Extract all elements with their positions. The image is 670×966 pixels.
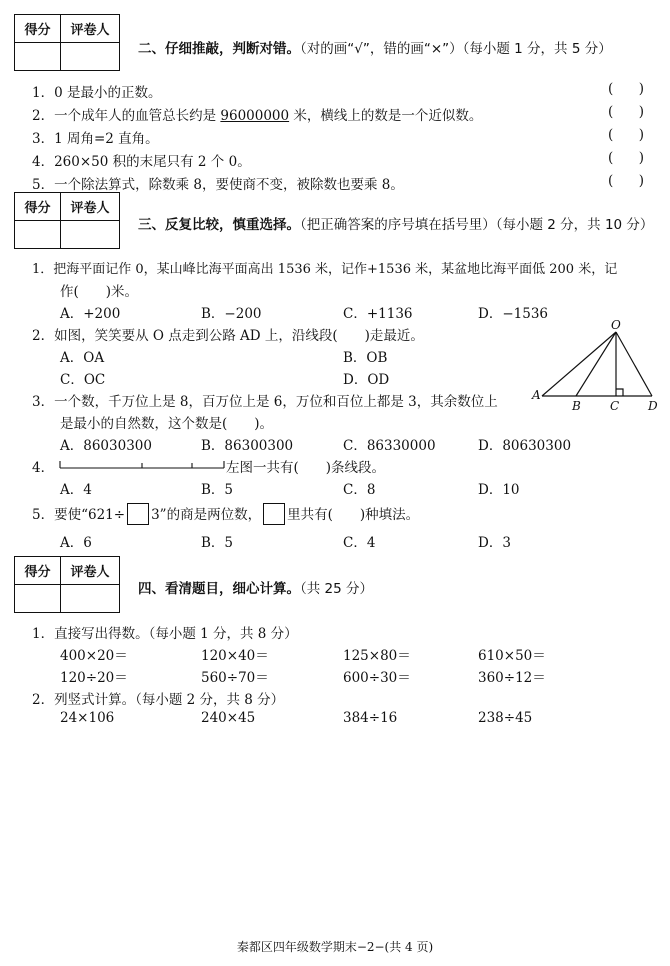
s3-q3-line2: 是最小的自然数，这个数是( )。 (60, 416, 274, 432)
right-angle-mark (616, 389, 623, 396)
score-label: 得分 (15, 15, 61, 43)
grader-label: 评卷人 (61, 15, 120, 43)
s3-q5-part-c: 里共有( )种填法。 (287, 507, 420, 523)
s3-q4-option-d: D．10 (478, 482, 520, 498)
section2-instruction: （对的画“√”，错的画“×”）（每小题 1 分，共 5 分） (300, 41, 612, 57)
section4-title: 四、看清题目，细心计算。 (138, 581, 300, 597)
line-segment-figure (58, 458, 228, 472)
grader-cell[interactable] (61, 585, 120, 613)
s3-q4-option-a: A．4 (60, 482, 92, 498)
grader-label: 评卷人 (61, 193, 120, 221)
grader-cell[interactable] (61, 221, 120, 249)
s3-q2-text: 2．如图，笑笑要从 O 点走到公路 AD 上，沿线段( )走最近。 (32, 328, 424, 344)
answer-paren-5[interactable] (608, 175, 644, 191)
s3-q3-line1: 3．一个数，千万位上是 8，百万位上是 6，万位和百位上都是 3，其余数位上 (32, 394, 498, 410)
answer-paren-1[interactable] (608, 83, 644, 99)
blank-box-1[interactable] (127, 503, 149, 525)
label-d: D (648, 399, 658, 413)
segment-oa (542, 332, 616, 396)
s2-item-2 (32, 104, 482, 124)
score-cell[interactable] (15, 585, 61, 613)
grader-label: 评卷人 (61, 557, 120, 585)
s2-item-3: 3．1 周角=2 直角。 (32, 131, 159, 147)
s3-q4-number: 4． (32, 460, 55, 476)
s3-q1-option-b: B．−200 (201, 306, 262, 322)
label-b: B (572, 399, 581, 413)
s3-q2-option-d: D．OD (343, 372, 390, 388)
label-o: O (611, 318, 621, 332)
s4-q2-c3: 384÷16 (343, 710, 398, 726)
score-box-section3 (14, 192, 120, 249)
s3-q5-part-a: 5．要使“621÷ (32, 507, 126, 523)
score-label: 得分 (15, 193, 61, 221)
s3-q5-option-b: B．5 (201, 535, 234, 551)
s4-q1-r2-c4: 360÷12＝ (478, 670, 546, 686)
s3-q3-option-c: C．86330000 (343, 438, 436, 454)
s4-q1-r1-c1: 400×20＝ (60, 648, 128, 664)
s3-q4-option-c: C．8 (343, 482, 376, 498)
section2-title: 二、仔细推敲，判断对错。 (138, 41, 300, 57)
s3-q1-option-a: A．+200 (60, 306, 121, 322)
s4-q2-title: 2．列竖式计算。（每小题 2 分，共 8 分） (32, 692, 285, 708)
s3-q3-option-b: B．86300300 (201, 438, 294, 454)
s2-item-2-number: 96000000 (220, 108, 290, 124)
score-box-section2 (14, 14, 120, 71)
s2-item-2-tail: 米，横线上的数是一个近似数。 (289, 108, 483, 124)
section3-title: 三、反复比较，慎重选择。 (138, 217, 300, 233)
s3-q5-option-d: D．3 (478, 535, 511, 551)
s2-item-5: 5．一个除法算式，除数乘 8，要使商不变，被除数也要乘 8。 (32, 177, 404, 193)
s4-q1-r2-c2: 560÷70＝ (201, 670, 269, 686)
s3-q4-text: 左图一共有( )条线段。 (226, 460, 386, 476)
s4-q1-title: 1．直接写出得数。（每小题 1 分，共 8 分） (32, 626, 298, 642)
s3-q5-option-c: C．4 (343, 535, 376, 551)
triangle-figure (530, 318, 665, 416)
s2-item-2-head: 2．一个成年人的血管总长约是 (32, 108, 221, 124)
s3-q2-option-a: A．OA (60, 350, 105, 366)
s4-q2-c2: 240×45 (201, 710, 256, 726)
label-a: A (532, 388, 541, 402)
segment-od (616, 332, 652, 396)
s3-q2-option-b: B．OB (343, 350, 388, 366)
section4-heading (138, 577, 373, 597)
s2-item-4: 4．260×50 积的末尾只有 2 个 0。 (32, 154, 251, 170)
answer-paren-2[interactable] (608, 106, 644, 122)
s3-q4-option-b: B．5 (201, 482, 234, 498)
grader-cell[interactable] (61, 43, 120, 71)
answer-paren-4[interactable] (608, 152, 644, 168)
s2-item-1: 1．0 是最小的正数。 (32, 85, 162, 101)
s3-q1-line2: 作( )米。 (60, 284, 139, 300)
s3-q1-option-d: D．−1536 (478, 306, 548, 322)
label-c: C (610, 399, 620, 413)
answer-paren-3[interactable] (608, 129, 644, 145)
section3-instruction: （把正确答案的序号填在括号里）（每小题 2 分，共 10 分） (300, 217, 654, 233)
s3-q5-part-b: 3”的商是两位数， (151, 507, 262, 523)
s4-q1-r2-c3: 600÷30＝ (343, 670, 411, 686)
s3-q2-option-c: C．OC (60, 372, 106, 388)
s4-q1-r1-c4: 610×50＝ (478, 648, 546, 664)
blank-box-2[interactable] (263, 503, 285, 525)
s4-q1-r1-c3: 125×80＝ (343, 648, 411, 664)
score-box-section4 (14, 556, 120, 613)
s3-q3-option-a: A．86030300 (60, 438, 152, 454)
s3-q3-option-d: D．80630300 (478, 438, 572, 454)
s4-q1-r2-c1: 120÷20＝ (60, 670, 128, 686)
section3-heading (138, 213, 653, 233)
section2-heading (138, 37, 612, 57)
s3-q5-option-a: A．6 (60, 535, 92, 551)
s3-q1-option-c: C．+1136 (343, 306, 413, 322)
s4-q1-r1-c2: 120×40＝ (201, 648, 269, 664)
s4-q2-c4: 238÷45 (478, 710, 533, 726)
segment-ob (576, 332, 616, 396)
section4-instruction: （共 25 分） (300, 581, 374, 597)
page-footer: 秦都区四年级数学期末−2−(共 4 页) (236, 940, 434, 954)
s3-q5-text (32, 503, 419, 525)
s3-q1-line1: 1．把海平面记作 0，某山峰比海平面高出 1536 米，记作+1536 米，某盆地比海平面低 200 米，记 (32, 262, 618, 277)
s4-q2-c1: 24×106 (60, 710, 115, 726)
score-cell[interactable] (15, 221, 61, 249)
score-label: 得分 (15, 557, 61, 585)
score-cell[interactable] (15, 43, 61, 71)
